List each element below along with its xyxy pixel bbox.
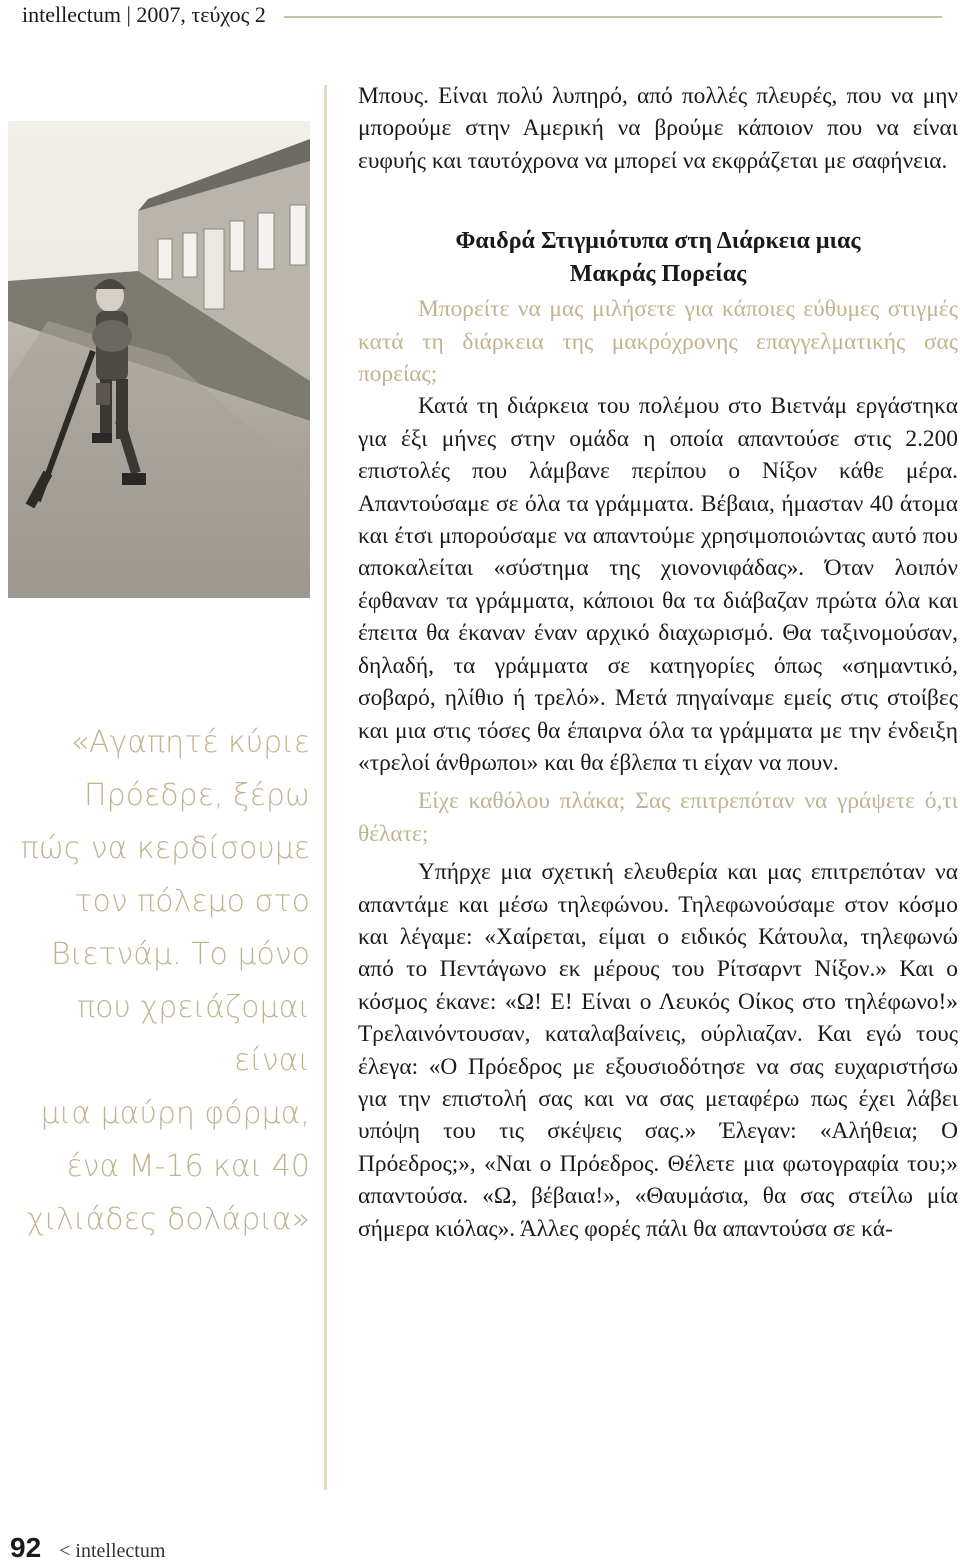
header-title: intellectum | 2007, τεύχος 2 xyxy=(22,2,266,27)
header-rule xyxy=(284,16,942,18)
section-title-line: Φαιδρά Στιγμιότυπα στη Διάρκεια μιας xyxy=(455,228,861,255)
pull-quote-line: Βιετνάμ. Το μόνο xyxy=(51,937,310,972)
pull-quote-line: «Αγαπητέ κύριε xyxy=(70,725,310,760)
article-column xyxy=(358,80,958,1245)
interview-answer: Υπήρχε μια σχετική ελευθερία και μας επιτρεπόταν να απαντάμε και μέσω τηλεφώνου. Τηλεφωνούσαμε στον κόσμο και λέγαμε: «Χαίρεται, είμαι ο ειδικός Κάτουλα, τηλεφωνώ από το Πεντάγωνο εκ μέρους του Ρίτσαρντ Νίξον.» Και ο κόσμος έκανε: «Ω! Ε! Είναι ο Λευκός Οίκος στο τηλέφωνο!» Τρελαινόντουσαν, καταλαβαίνεις, ούρλιαζαν. Και εγώ τους έλεγα: «Ο Πρόεδρος με εξουσιοδότησε να σας ευχαριστήσω για την επιστολή σας και να σας μεταφέρω πως έχει λάβει υπόψη του τις σκέψεις σας.» Έλεγαν: «Αλήθεια; Ο Πρόεδρος;», «Ναι ο Πρόεδρος. Θέλετε μια φωτογραφία του;» απαντούσα. «Ω, βέβαια!», «Θαυμάσια, θα σας στείλω μία σήμερα κιόλας». Άλλες φορές πάλι θα απαντούσα σε κά- xyxy=(358,859,958,1242)
photo-soldier-figure xyxy=(8,121,310,598)
pull-quote-line: τον πόλεμο στο xyxy=(74,884,310,919)
photo-illustration xyxy=(8,121,310,598)
pull-quote-line: που χρειάζομαι είναι xyxy=(77,990,310,1078)
footer-magazine: < intellectum xyxy=(59,1540,166,1562)
pull-quote xyxy=(8,716,310,1246)
column-divider xyxy=(324,85,327,1490)
pull-quote-line: Πρόεδρε, ξέρω xyxy=(84,778,310,813)
section-title-line: Μακράς Πορείας xyxy=(569,261,747,288)
running-header xyxy=(22,0,942,30)
page-footer xyxy=(10,1532,165,1562)
section-title xyxy=(358,225,958,291)
article-intro-paragraph: Μπους. Είναι πολύ λυπηρό, από πολλές πλευρές, που να μην μπορούμε στην Αμερική να βρούμε κάποιον που να είναι ευφυής και ταυτόχρονα να μπορεί να εκφράζεται με σαφήνεια. xyxy=(358,83,958,174)
page-number: 92 xyxy=(10,1532,42,1563)
interview-answer: Κατά τη διάρκεια του πολέμου στο Βιετνάμ εργάστηκα για έξι μήνες στην ομάδα η οποία απαντούσε στις 2.200 επιστολές που λάμβανε περίπου ο Νίξον κάθε μέρα. Απαντούσαμε σε όλα τα γράμματα. Βέβαια, ήμασταν 40 άτομα και έτσι μπορούσαμε να απαντούμε χρησιμοποιώντας αυτό που αποκαλείται «σύστημα της χιονονιφάδας». Όταν λοιπόν έφθαναν τα γράμματα, κάποιοι θα τα διάβαζαν πρώτα όλα και έπειτα θα έκαναν έναν αρχικό διαχωρισμό. Θα ταξινομούσαν, δηλαδή, τα γράμματα σε κατηγορίες όπως «σημαντικό, σοβαρό, ηλίθιο ή τρελό». Μετά πηγαίναμε εμείς στις στοίβες και μια στις τόσες θα έπαιρνα όλα τα γράμματα με την ένδειξη «τρελοί άνθρωποι» και θα έβλεπα τι είχαν να πουν. xyxy=(358,393,958,776)
pull-quote-line: ένα Μ-16 και 40 xyxy=(66,1149,310,1184)
pull-quote-line: πώς να κερδίσουμε xyxy=(20,831,310,866)
pull-quote-line: μια μαύρη φόρμα, xyxy=(40,1096,310,1131)
interview-question: Μπορείτε να μας μιλήσετε για κάποιες εύθυμες στιγμές κατά τη διάρκεια της μακρόχρονης επαγγελματικής σας πορείας; xyxy=(358,296,958,388)
pull-quote-line: χιλιάδες δολάρια» xyxy=(26,1202,310,1237)
interview-question: Είχε καθόλου πλάκα; Σας επιτρεπόταν να γράψετε ό,τι θέλατε; xyxy=(358,788,958,847)
